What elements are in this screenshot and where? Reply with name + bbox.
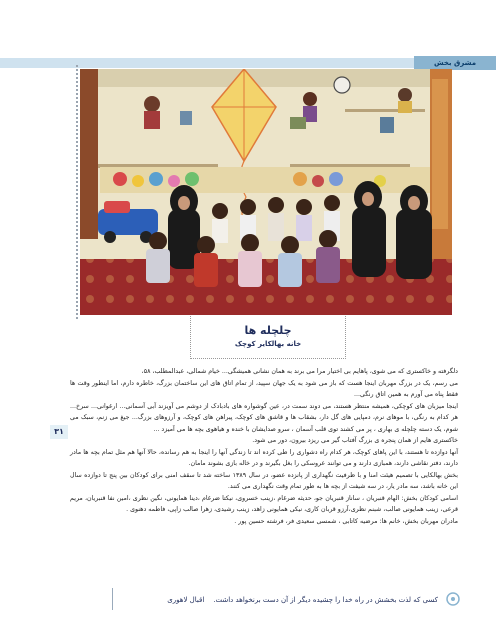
paragraph: آنها دوازده تا هستند، با این پاهای کوچک، هر کدام راه دشواری را طی کرده اند تا زندگی آنها را اینجا به هم رسانده، حالا آنها هم مثل تمام بچه ها مادر دارند، دفتر نقاشی دارند، همبازی دارند و می توانند عروسکی را بغل بگیرند و در خاله بازی بشوند مامان. [70,448,458,467]
page-number: ۳۱ [50,425,68,439]
footer-quote [120,596,438,604]
paragraph: دلگرفته و خاکستری که می شوی، پاهایم بی اختیار مرا می برند به همان نشانی همیشگی... خیام شمالی، عبدالمطلب، ۵۸، [141,368,458,375]
article-title: چلچله ها [244,324,292,337]
paragraph: بخش بهالکایی با تصمیم هیئت امنا و با ظرفیت نگهداری از پانزده عضو، در سال ۱۳۸۹ ساخته شد تا سقف امنی برای کودکان بین پنج تا دوازده سال این خانه باشد، سه مادر یار، در سه شیفت از بچه ها به طور تمام وقت نگهداری می کنند. [70,471,458,490]
paragraph: می رسم، یک در بزرگ مهربان اینجا هست که باز می شود به یک جهان سپید، از تمام اتاق های این ساختمان بزرگ، خاطره دارم، اما اینطور وقت ها فقط پناه می آورم به همین اتاق رنگی... [70,379,458,398]
paragraph: اسامی کودکان بخش: الهام قنبریان ، ساناز قنبریان جو، حدیثه ضرغام ،زینب خسروی، نیکتا ضرغام ،دینا همایونی، نگین نظری ،امین نفا قنبریان، مریم قرعی، زینب همایونی صالب، شبنم نظری،آرزو قربان کاری، نیکی همایونی زاهد، زینب رشیدی، زهرا صالب زاپی، فاطمه دهنوی . [70,494,458,513]
article-subtitle: خانه بهالکایر کوچک [234,340,302,348]
quote-icon [445,591,461,607]
quote-text: کسی که لذت بخشش در راه خدا را چشیده دیگر از آن دست برنخواهد داشت. [213,596,438,604]
footer-divider [112,588,113,610]
quote-author: اقبال لاهوری [167,596,205,604]
paragraph: خاکستری هایم از همان پنجره ی بزرگ آفتاب گیر می ریزد بیرون، دور می شود. [252,437,458,444]
paragraph: اینجا میزبان های کوچکی، همیشه منتظر هستند، می دوند سمت در، عین گوشواره های بادبادک از دوشم می آویزند آبی آسمانی... ارغوانی... سرخ... هر کدام به رنگی، با موهای نرم، دمپایی های گل دار، بشقاب ها و قاشق های کوچک، پیراهن های کوچک، و آرزوهای بزرگ... جیغ می زنم، سبک می شوم، یک دسته چلچله ی بهاری ، پر می کشند توی قلب آسمان ، سرو صدایشان با خنده و هیاهوی بچه ها می آمیزد ... [70,402,458,433]
group-photo [80,69,452,315]
article-title-box [190,316,346,359]
article-body [70,366,458,527]
section-label: مشرق بخش [414,56,496,70]
paragraph: مادران مهربان بخش، خانم ها: مرضیه کاتابی ، شمسی سعیدی فر، فرشته حسین پور . [234,517,458,525]
